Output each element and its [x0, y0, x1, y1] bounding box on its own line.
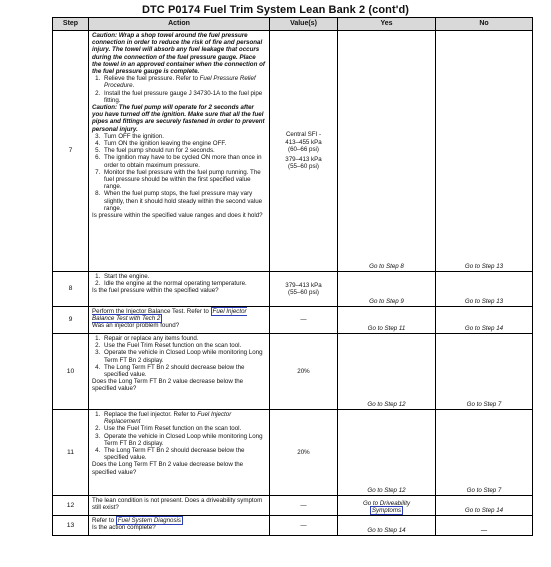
no-cell[interactable]: Go to Step 13	[436, 272, 533, 307]
no-cell[interactable]: Go to Step 13	[436, 31, 533, 272]
values-cell	[270, 272, 338, 307]
action-list	[92, 411, 266, 461]
question-text: Is the fuel pressure within the specified value?	[92, 287, 219, 295]
question-text: Was an injector problem found?	[92, 322, 180, 330]
values-cell	[270, 31, 338, 272]
page-title: DTC P0174 Fuel Trim System Lean Bank 2 (cont'd)	[141, 4, 410, 16]
yes-text: Go to Driveability	[362, 499, 411, 507]
yes-cell[interactable]: Go to Step 8	[338, 31, 436, 272]
list-item: 2. Idle the engine at the normal operating temperature.	[102, 280, 266, 287]
caution-text: Caution: The fuel pump will operate for 2 seconds after you have turned off the ignition. Make sure that all the fuel pipes and fittings are securely fastened in order to prevent personal injury.	[92, 104, 265, 133]
fuel-system-diagnosis-link[interactable]: Fuel System Diagnosis	[117, 517, 182, 524]
header-row	[53, 18, 533, 31]
list-item: 4. The Long Term FT Bn 2 should decrease below the specified value.	[102, 364, 266, 378]
value-line: 413–455 kPa	[285, 138, 322, 146]
yes-cell[interactable]	[338, 496, 436, 516]
list-item: 8. When the fuel pump stops, the fuel pressure may vary slightly, then it should hold steady within the second value range.	[102, 190, 266, 212]
list-item: 6. The ignition may have to be cycled ON more than once in order to obtain maximum pressure.	[102, 154, 266, 168]
values-cell: 20%	[270, 334, 338, 410]
table-row	[53, 31, 533, 272]
action-list	[92, 75, 266, 104]
table-row	[53, 272, 533, 307]
yes-cell[interactable]: Go to Step 9	[338, 272, 436, 307]
list-item	[102, 411, 266, 425]
yes-cell[interactable]: Go to Step 14	[338, 516, 436, 536]
question-text: Is pressure within the specified value ranges and does it hold?	[92, 212, 263, 220]
step-number: 12	[53, 496, 89, 516]
action-cell: The lean condition is not present. Does a driveability symptom still exist?	[89, 496, 270, 516]
list-item: 2. Install the fuel pressure gauge J 34730-1A to the fuel pipe fitting.	[102, 90, 266, 104]
list-item: 2. Use the Fuel Trim Reset function on the scan tool.	[102, 342, 266, 349]
question-text: Does the Long Term FT Bn 2 value decrease below the specified value?	[92, 461, 244, 476]
injector-replacement-link[interactable]: Fuel Injector Replacement	[104, 411, 232, 426]
value-line: (55–60 psi)	[288, 289, 319, 296]
table-row	[53, 307, 533, 334]
action-list	[92, 273, 266, 287]
value-line: Central SFI -	[285, 131, 322, 139]
action-text: Perform the Injector Balance Test. Refer to	[92, 308, 211, 315]
list-item: 7. Monitor the fuel pressure with the fuel pump running. The fuel pressure should be within the first specified value range.	[102, 169, 266, 191]
injector-balance-test-link[interactable]: Fuel Injector Balance Test with Tech 2	[92, 308, 247, 323]
values-cell: —	[270, 516, 338, 536]
list-item: 1. Start the engine.	[102, 273, 266, 280]
list-item	[102, 75, 266, 89]
item-text: Replace the fuel injector. Refer to	[104, 411, 198, 418]
action-cell	[89, 272, 270, 307]
values-cell: 20%	[270, 410, 338, 496]
list-item: 1. Repair or replace any items found.	[102, 335, 266, 342]
header-yes: Yes	[338, 18, 436, 31]
value-line: 379–413 kPa	[285, 281, 322, 289]
values-cell: —	[270, 307, 338, 334]
step-number: 9	[53, 307, 89, 334]
list-item: 3. Operate the vehicle in Closed Loop while monitoring Long Term FT Bn 2 display.	[102, 433, 266, 447]
value-line: 379–413 kPa	[285, 156, 322, 164]
action-cell	[89, 31, 270, 272]
table-row	[53, 334, 533, 410]
value-line: (55–60 psi)	[288, 163, 319, 171]
step-number: 11	[53, 410, 89, 496]
header-step: Step	[53, 18, 89, 31]
header-action: Action	[89, 18, 270, 31]
action-cell	[89, 516, 270, 536]
driveability-symptoms-link[interactable]: Symptoms	[371, 506, 402, 514]
list-item: 2. Use the Fuel Trim Reset function on the scan tool.	[102, 425, 266, 432]
no-cell: —	[436, 516, 533, 536]
item-tail: .	[132, 82, 135, 90]
header-values: Value(s)	[270, 18, 338, 31]
step-number: 7	[53, 31, 89, 272]
action-cell	[89, 410, 270, 496]
action-list	[92, 133, 266, 212]
value-line: (60–66 psi)	[288, 145, 319, 153]
action-text: Refer to	[92, 517, 116, 524]
action-cell	[89, 307, 270, 334]
step-number: 10	[53, 334, 89, 410]
yes-cell[interactable]: Go to Step 11	[338, 307, 436, 334]
no-cell[interactable]: Go to Step 7	[436, 334, 533, 410]
action-list	[92, 335, 266, 378]
question-text: Does the Long Term FT Bn 2 value decrease below the specified value?	[92, 378, 244, 393]
list-item: 3. Turn OFF the ignition.	[102, 133, 266, 140]
list-item: 4. Turn ON the ignition leaving the engine OFF.	[102, 140, 266, 147]
action-cell	[89, 334, 270, 410]
table-row	[53, 516, 533, 536]
step-number: 8	[53, 272, 89, 307]
list-item: 5. The fuel pump should run for 2 seconds.	[102, 147, 266, 154]
procedure-link[interactable]: Fuel Pressure Relief Procedure	[104, 75, 256, 90]
no-cell[interactable]: Go to Step 14	[436, 307, 533, 334]
item-text: Relieve the fuel pressure. Refer to	[104, 75, 200, 83]
step-number: 13	[53, 516, 89, 536]
diagnostic-table	[52, 17, 533, 536]
no-cell[interactable]: Go to Step 14	[436, 496, 533, 516]
no-cell[interactable]: Go to Step 7	[436, 410, 533, 496]
yes-cell[interactable]: Go to Step 12	[338, 410, 436, 496]
header-no: No	[436, 18, 533, 31]
question-text: Is the action complete?	[92, 524, 156, 532]
yes-cell[interactable]: Go to Step 12	[338, 334, 436, 410]
table-row	[53, 496, 533, 516]
caution-text: Caution: Wrap a shop towel around the fuel pressure connection in order to reduce the risk of fire and personal injury. The towel will absorb any fuel leakage that occurs during the connection of the fuel pressure gauge. Place the towel in an approved container when the connection of the fuel pressure gauge is complete.	[92, 32, 265, 76]
table-row	[53, 410, 533, 496]
values-cell: —	[270, 496, 338, 516]
list-item: 4. The Long Term FT Bn 2 should decrease below the specified value.	[102, 447, 266, 461]
list-item: 3. Operate the vehicle in Closed Loop while monitoring Long Term FT Bn 2 display.	[102, 349, 266, 363]
